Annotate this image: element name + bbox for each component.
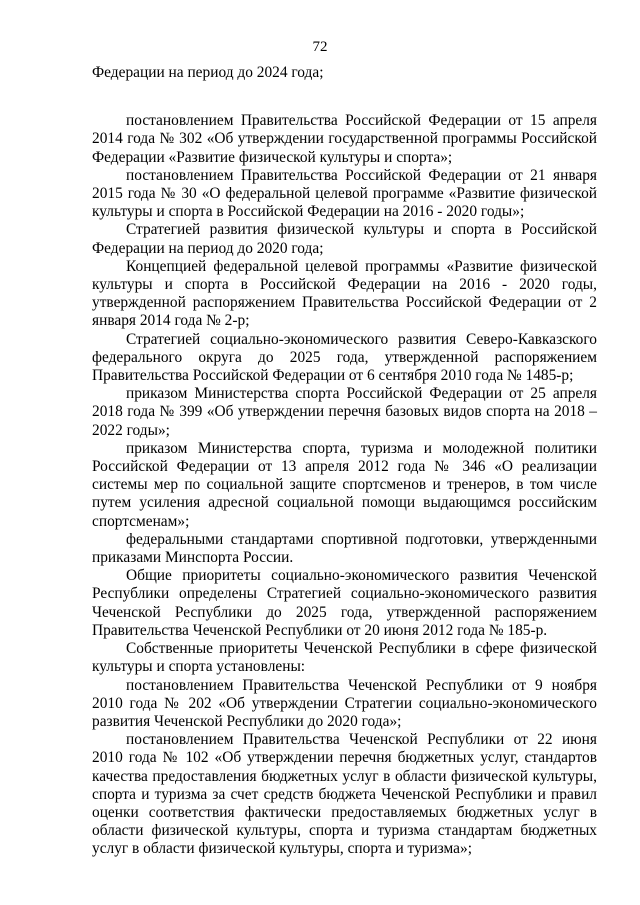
paragraph-order-346: приказом Министерства спорта, туризма и молодежной политики Российской Федерации от 13 апреля 2012 года № 346 «О реализации системы мер по социальной защите спортсменов и тренеров, в том числе путем усиления адресной социальной помощи выдающимся российским спортсменам»; [92,439,597,530]
body-text [92,64,597,859]
paragraph-decree-30: постановлением Правительства Российской Федерации от 21 января 2015 года № 30 «О федеральной целевой программе «Развитие физической культуры и спорта в Российской Федерации на 2016 - 2020 годы»; [92,166,597,221]
paragraph-own-priorities: Собственные приоритеты Чеченской Республики в сфере физической культуры и спорта установлены: [92,640,597,676]
paragraph-order-399: приказом Министерства спорта Российской Федерации от 25 апреля 2018 года № 399 «Об утверждении перечня базовых видов спорта на 2018 – 2022 годы»; [92,385,597,439]
page-number: 72 [312,39,328,55]
paragraph-strategy-2020: Стратегией развития физической культуры и спорта в Российской Федерации на период до 2020 года; [92,221,597,257]
paragraph-decree-202: постановлением Правительства Чеченской Республики от 9 ноября 2010 года № 202 «Об утверждении Стратегии социально-экономического развития Чеченской Республики до 2020 года»; [92,676,597,730]
paragraph-concept-fcp: Концепцией федеральной целевой программы «Развитие физической культуры и спорта в Российской Федерации на 2016 - 2020 годы, утвержденной распоряжением Правительства Российской Федерации от 2 января 2014 года № 2-р; [92,257,597,330]
paragraph-skfo-strategy: Стратегией социально-экономического развития Северо-Кавказского федерального округа до 2025 года, утвержденной распоряжением Правительства Российской Федерации от 6 сентября 2010 года № 1485-р; [92,330,597,385]
paragraph-federal-standards: федеральными стандартами спортивной подготовки, утвержденными приказами Минспорта России. [92,530,597,567]
paragraph-decree-102: постановлением Правительства Чеченской Республики от 22 июня 2010 года № 102 «Об утверждении перечня бюджетных услуг, стандартов качества предоставления бюджетных услуг в области физической культуры, спорта и туризма за счет средств бюджета Чеченской Республики и правил оценки соответствия фактически предоставляемых бюджетных услуг в области физической культуры, спорта и туризма стандартам бюджетных услуг в области физической культуры, спорта и туризма»; [92,731,597,858]
paragraph-decree-302: постановлением Правительства Российской Федерации от 15 апреля 2014 года № 302 «Об утверждении государственной программы Российской Федерации «Развитие физической культуры и спорта»; [92,112,597,166]
paragraph-continuation: Федерации на период до 2024 года; [92,64,324,81]
paragraph-general-priorities: Общие приоритеты социально-экономического развития Чеченской Республики определены Стратегией социально-экономического развития Чеченской Республики до 2025 года, утвержденной распоряжением Правительства Чеченской Республики от 20 июня 2012 года № 185-р. [92,567,597,639]
